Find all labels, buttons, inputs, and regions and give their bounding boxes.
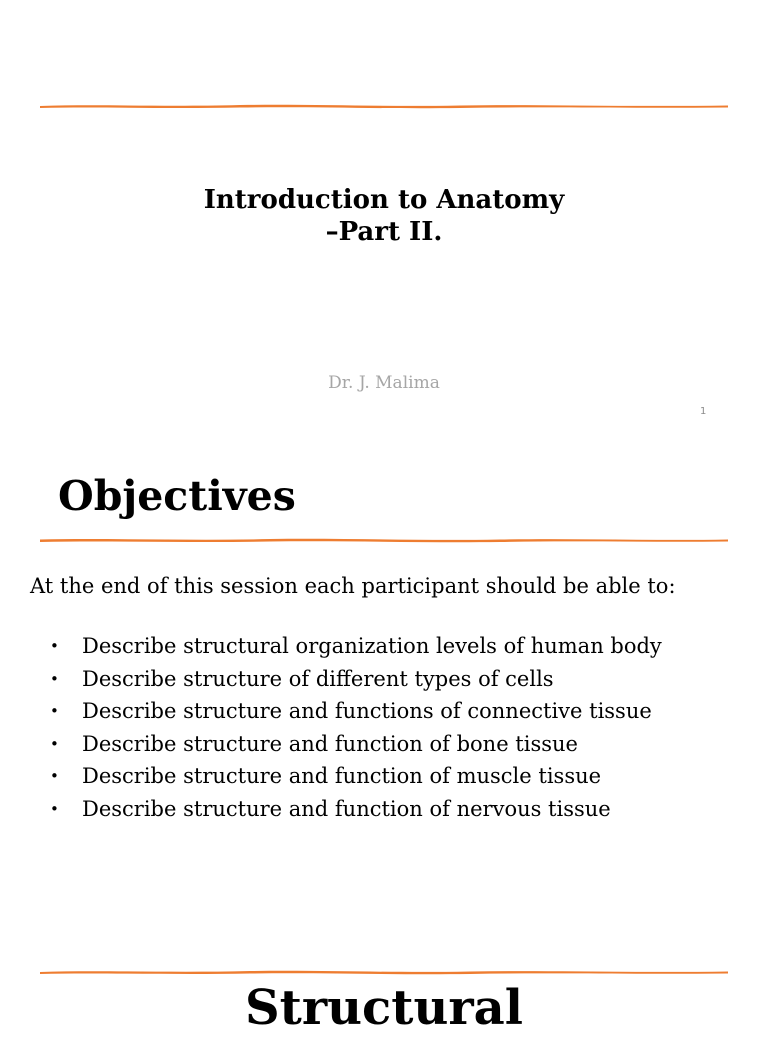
list-item [50,793,662,826]
bullet-icon: • [50,669,59,688]
bullet-icon: • [50,734,59,753]
objectives-list [50,630,662,825]
list-item [50,663,662,696]
list-item [50,695,662,728]
objective-text: Describe structure of different types of cells [82,666,554,691]
objective-text: Describe structure and function of muscle tissue [82,764,602,788]
bullet-icon: • [50,767,59,785]
orange-divider-line [40,535,728,545]
list-item [50,760,662,793]
slide-title-line-1: Introduction to Anatomy [203,185,565,215]
bullet-icon: • [50,799,59,818]
slide-title [0,184,768,248]
list-item [50,630,662,663]
bullet-icon: • [50,702,59,720]
objective-text: Describe structure and functions of connective tissue [82,699,652,723]
objective-text: Describe structure and function of bone tissue [82,731,578,756]
slide-title-line-2: –Part II. [325,217,443,247]
objective-text: Describe structural organization levels of human body [82,634,662,658]
page-number: 1 [700,406,707,417]
structural-heading: Structural [245,980,523,1036]
objectives-intro: At the end of this session each participant should be able to: [30,574,676,598]
list-item [50,728,662,761]
orange-divider-line [40,101,728,111]
objectives-heading: Objectives [58,472,296,520]
orange-divider-line [40,967,728,977]
bullet-icon: • [50,637,59,655]
objective-text: Describe structure and function of nervous tissue [82,796,611,821]
author-name: Dr. J. Malima [328,373,440,393]
